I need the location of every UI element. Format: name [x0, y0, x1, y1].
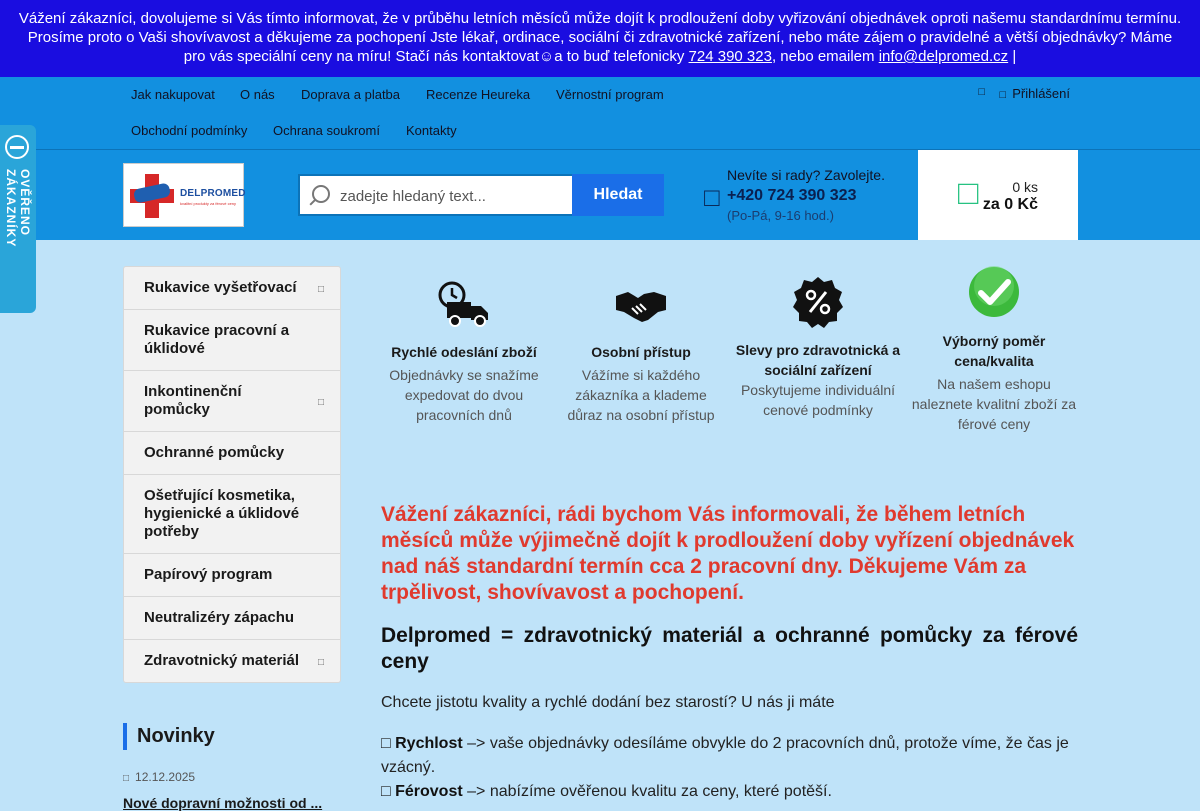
verified-badge-label: OVĚŘENO ZÁKAZNÍKY: [4, 169, 32, 248]
top-navigation: [0, 77, 1200, 150]
contact-phone[interactable]: +420 724 390 323: [727, 187, 857, 204]
verified-seal-icon: [5, 135, 29, 159]
cart-count: 0 ks: [1012, 179, 1038, 195]
delivery-truck-icon: [437, 280, 491, 328]
search-box: [298, 174, 574, 216]
nav-link-vernostni-program[interactable]: Věrnostní program: [556, 87, 664, 102]
chevron-right-icon: □: [317, 657, 324, 668]
user-icon: □: [999, 89, 1007, 101]
contact-question: Nevíte si rady? Zavolejte.: [727, 167, 885, 183]
category-papirovy-program[interactable]: Papírový program: [123, 554, 341, 597]
nav-link-o-nas[interactable]: O nás: [240, 87, 275, 102]
feature-title: Osobní přístup: [591, 344, 691, 360]
login-link[interactable]: □ Přihlášení: [999, 86, 1070, 101]
nav-link-jak-nakupovat[interactable]: Jak nakupovat: [131, 87, 215, 102]
checkmark-icon: [968, 266, 1020, 318]
cart-widget[interactable]: [918, 150, 1078, 240]
nav-link-kontakty[interactable]: Kontakty: [406, 123, 457, 138]
bullet-icon: □: [381, 735, 396, 752]
verified-by-customers-badge[interactable]: [0, 125, 36, 313]
category-osetrujici-kosmetika[interactable]: Ošetřující kosmetika, hygienické a úklidové potřeby: [123, 475, 341, 554]
search-icon: [312, 185, 330, 203]
cart-total: za 0 Kč: [982, 196, 1038, 213]
calendar-icon: □: [123, 773, 130, 784]
feature-description: Objednávky se snažíme expedovat do dvou pracovních dnů: [389, 367, 539, 423]
percent-badge-icon: [792, 276, 844, 328]
search-button[interactable]: Hledat: [572, 174, 664, 216]
logo-tagline: kvalitní produkty za férové ceny: [180, 201, 237, 206]
feature-description: Vážíme si každého zákazníka a klademe důraz na osobní přístup: [567, 367, 715, 423]
news-title: Novinky: [123, 723, 341, 750]
benefit-speed: □ Rychlost –> vaše objednávky odesíláme obvykle do 2 pracovních dnů, protože víme, že čas je vzácný.: [381, 735, 1069, 776]
feature-fast-shipping: [379, 280, 549, 425]
site-header: [0, 150, 1200, 240]
site-logo[interactable]: [123, 163, 244, 227]
feature-description: Na našem eshopu naleznete kvalitní zboží za férové ceny: [911, 376, 1077, 432]
feature-description: Poskytujeme individuální cenové podmínky: [740, 382, 896, 418]
category-rukavice-vysetrovaci[interactable]: Rukavice vyšetřovací □: [123, 266, 341, 310]
logo-brand: DELPROMED: [180, 188, 246, 199]
bullet-icon: □: [381, 783, 396, 800]
chevron-right-icon: □: [317, 284, 324, 295]
chevron-right-icon: □: [317, 397, 324, 408]
benefit-fairness: □ Férovost –> nabízíme ověřenou kvalitu za ceny, které potěší.: [381, 783, 832, 800]
feature-value-for-money: [909, 266, 1079, 434]
search-input[interactable]: [340, 185, 570, 207]
announcement-line-3: pro vás speciální ceny na míru! Stačí nás kontaktovat☺a to buď telefonicky 724 390 323, nebo emailem info@delpromed.cz |: [183, 48, 1017, 65]
search-form: [298, 174, 664, 216]
announcement-line-1: Vážení zákazníci, dovolujeme si Vás tímto informovat, že v průběhu letních měsíců může dojít k prodloužení doby vyřizování objednávek oproti našemu standardnímu termínu.: [18, 10, 1182, 27]
news-headline-link[interactable]: Nové dopravní možnosti od ...: [123, 795, 323, 811]
announcement-phone-link[interactable]: 724 390 323: [688, 48, 772, 65]
feature-title: Rychlé odeslání zboží: [391, 344, 537, 360]
main-heading: Delpromed = zdravotnický materiál a ochranné pomůcky za férové ceny: [381, 624, 1078, 673]
category-neutralizery-zapachu[interactable]: Neutralizéry zápachu: [123, 597, 341, 640]
cart-bag-icon: □: [958, 174, 979, 212]
feature-discounts: [733, 276, 903, 420]
news-date: □ 12.12.2025: [123, 770, 196, 784]
summer-delay-notice: Vážení zákazníci, rádi bychom Vás informovali, že během letních měsíců může výjimečně dojít k prodloužení doby vyřízení objednávek nad náš standardní termín cca 2 pracovní dny. Děkujeme Vám za trpělivost, shovívavost a pochopení.: [381, 503, 1075, 604]
phone-icon: □: [704, 182, 720, 212]
nav-link-ochrana-soukromi[interactable]: Ochrana soukromí: [273, 123, 380, 138]
handshake-icon: [614, 280, 668, 328]
language-icon[interactable]: □: [978, 86, 985, 98]
feature-personal-approach: [556, 280, 726, 425]
nav-link-obchodni-podminky[interactable]: Obchodní podmínky: [131, 123, 248, 138]
nav-link-doprava-a-platba[interactable]: Doprava a platba: [301, 87, 401, 102]
category-sidebar: [123, 266, 341, 683]
category-ochranne-pomucky[interactable]: Ochranné pomůcky: [123, 432, 341, 475]
category-rukavice-pracovni[interactable]: Rukavice pracovní a úklidové: [123, 310, 341, 371]
announcement-bar: [0, 0, 1200, 77]
contact-hours: (Po-Pá, 9-16 hod.): [727, 208, 834, 223]
category-inkontinencni-pomucky[interactable]: Inkontinenční pomůcky □: [123, 371, 341, 432]
nav-link-recenze-heureka[interactable]: Recenze Heureka: [426, 87, 531, 102]
intro-paragraph: Chcete jistotu kvality a rychlé dodání bez starostí? U nás ji máte: [381, 694, 835, 711]
announcement-line-2: Prosíme proto o Vaši shovívavost a děkujeme za pochopení Jste lékař, ordinace, sociální či zdravotnické zařízení, nebo máte zájem o pravidelné a větší objednávky? Máme: [27, 29, 1173, 46]
feature-title: Výborný poměr cena/kvalita: [942, 333, 1046, 369]
category-zdravotnicky-material[interactable]: Zdravotnický materiál □: [123, 640, 341, 683]
news-section: [123, 723, 341, 811]
feature-title: Slevy pro zdravotnická a sociální zařízení: [735, 342, 901, 378]
announcement-email-link[interactable]: info@delpromed.cz: [878, 48, 1009, 65]
